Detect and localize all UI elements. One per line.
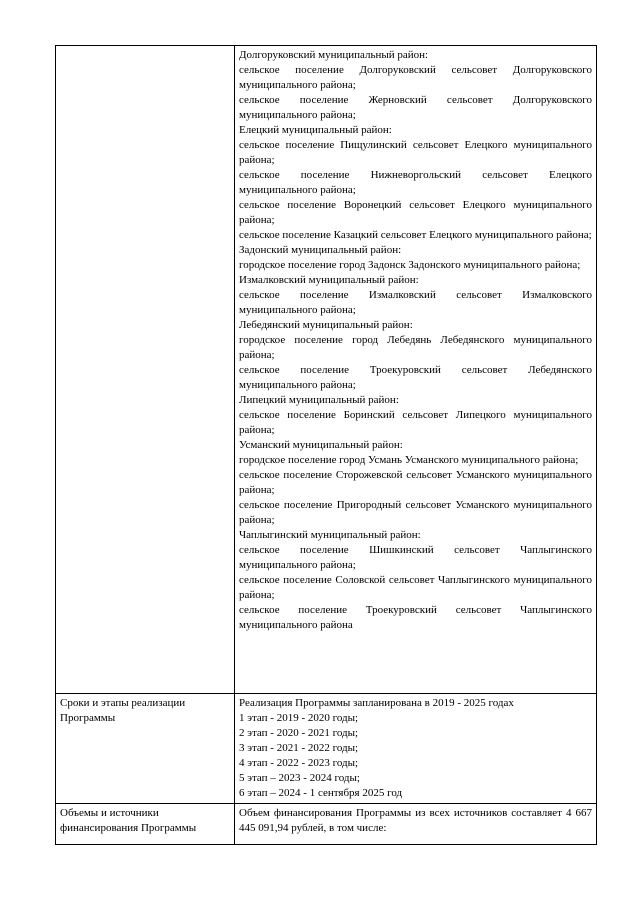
- list-item: сельское поселение Нижневоргольский сельсовет Елецкого муниципального района;: [239, 169, 592, 196]
- list-item: сельское поселение Жерновский сельсовет Долгоруковского муниципального района;: [239, 94, 592, 121]
- list-item: городское поселение город Усмань Усманского муниципального района;: [239, 454, 579, 466]
- list-item: Усманский муниципальный район:: [239, 439, 403, 451]
- row-label-cell: [56, 804, 235, 845]
- list-item: Долгоруковский муниципальный район:: [239, 49, 429, 61]
- list-item: Чаплыгинский муниципальный район:: [239, 529, 421, 541]
- list-item: 2 этап - 2020 - 2021 годы;: [239, 727, 359, 739]
- table-row: [56, 46, 597, 694]
- row-label: Сроки и этапы реализации Программы: [60, 697, 186, 724]
- list-item: сельское поселение Боринский сельсовет Липецкого муниципального района;: [239, 409, 592, 436]
- list-item: сельское поселение Троекуровский сельсовет Чаплыгинского муниципального района: [239, 604, 592, 631]
- row-label-cell: [56, 694, 235, 804]
- table-row: [56, 804, 597, 845]
- list-item: Измалковский муниципальный район:: [239, 274, 419, 286]
- list-item: сельское поселение Соловской сельсовет Чаплыгинского муниципального района;: [239, 574, 592, 601]
- municipalities-cell: [235, 46, 597, 694]
- list-item: городское поселение город Задонск Задонского муниципального района;: [239, 259, 581, 271]
- list-item: сельское поселение Троекуровский сельсовет Лебедянского муниципального района;: [239, 364, 592, 391]
- list-item: сельское поселение Сторожевской сельсовет Усманского муниципального района;: [239, 469, 592, 496]
- list-item: сельское поселение Измалковский сельсовет Измалковского муниципального района;: [239, 289, 592, 316]
- list-item: Лебедянский муниципальный район:: [239, 319, 413, 331]
- table-row: [56, 694, 597, 804]
- stages-cell: [235, 694, 597, 804]
- list-item: сельское поселение Казацкий сельсовет Елецкого муниципального района;: [239, 229, 592, 241]
- list-item: сельское поселение Шишкинский сельсовет Чаплыгинского муниципального района;: [239, 544, 592, 571]
- list-item: сельское поселение Пригородный сельсовет Усманского муниципального района;: [239, 499, 592, 526]
- list-item: 5 этап – 2023 - 2024 годы;: [239, 772, 360, 784]
- list-item: 4 этап - 2022 - 2023 годы;: [239, 757, 359, 769]
- list-item: 6 этап – 2024 - 1 сентября 2025 год: [239, 787, 403, 799]
- program-passport-table: [55, 45, 597, 845]
- funding-cell: [235, 804, 597, 845]
- list-item: 1 этап - 2019 - 2020 годы;: [239, 712, 359, 724]
- row-label-cell: [56, 46, 235, 694]
- list-item: городское поселение город Лебедянь Лебедянского муниципального района;: [239, 334, 592, 361]
- list-item: сельское поселение Пищулинский сельсовет Елецкого муниципального района;: [239, 139, 592, 166]
- list-item: сельское поселение Долгоруковский сельсовет Долгоруковского муниципального района;: [239, 64, 592, 91]
- row-label: Объемы и источники финансирования Программы: [60, 807, 197, 834]
- list-item: Задонский муниципальный район:: [239, 244, 402, 256]
- list-item: Елецкий муниципальный район:: [239, 124, 392, 136]
- list-item: сельское поселение Воронецкий сельсовет Елецкого муниципального района;: [239, 199, 592, 226]
- list-item: Липецкий муниципальный район:: [239, 394, 399, 406]
- list-item: 3 этап - 2021 - 2022 годы;: [239, 742, 359, 754]
- list-item: Реализация Программы запланирована в 2019 - 2025 годах: [239, 697, 514, 709]
- funding-text: Объем финансирования Программы из всех источников составляет 4 667 445 091,94 рублей, в том числе:: [239, 807, 592, 834]
